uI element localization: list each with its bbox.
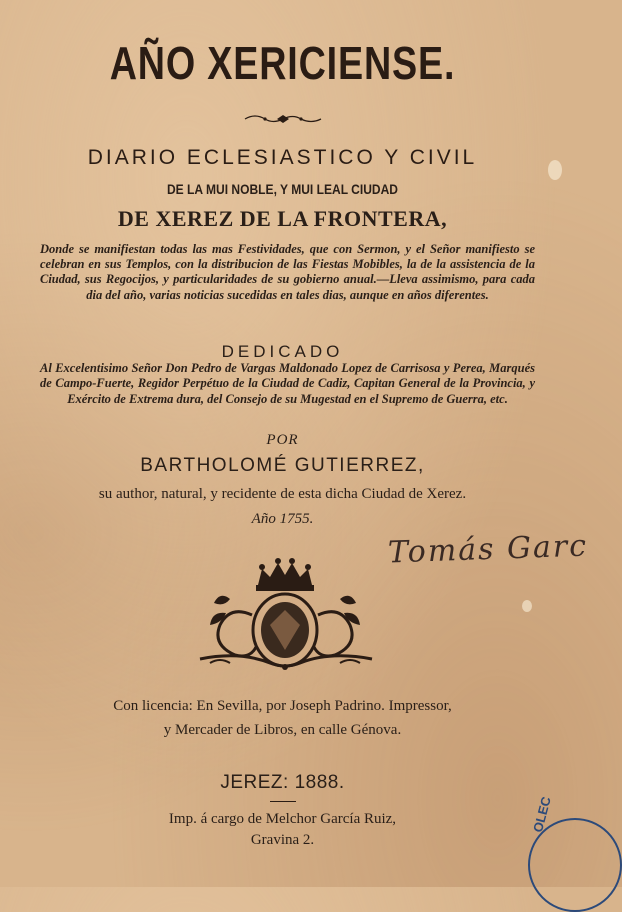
divider-rule [270, 801, 296, 802]
handwritten-signature: Tomás Garc [387, 528, 589, 571]
city-name: DE XEREZ DE LA FRONTERA, [117, 206, 448, 231]
ornament-flourish-icon [0, 112, 565, 131]
original-year: Año 1755. [251, 511, 314, 527]
dedication-paragraph: Al Excelentisimo Señor Don Pedro de Vargas Maldonado Lopez de Carrisosa y Perea, Marqués de Campo-Fuerte, Regidor Perpétuo de la Ciudad de Cadiz, Capitan General de la Provincia, y Exército de Extrema dura, del Consejo de su Mugestad en el Supremo de Guerra, etc. [40, 361, 535, 406]
printer-line-2: Gravina 2. [250, 832, 315, 848]
publication-place-year: JEREZ: 1888. [220, 772, 345, 793]
noble-city-line: DE LA MUI NOBLE, Y MUI LEAL CIUDAD [166, 181, 398, 197]
author-name: BARTHOLOMÉ GUTIERREZ, [140, 455, 425, 476]
subtitle: DIARIO ECLESIASTICO Y CIVIL [87, 146, 478, 169]
book-title: AÑO XERICIENSE. [109, 37, 456, 89]
license-line-2: y Mercader de Libros, en calle Génova. [163, 722, 402, 738]
stamp-text: OLEC [530, 795, 554, 834]
por-label: POR [266, 432, 299, 448]
license-line-1: Con licencia: En Sevilla, por Joseph Padrino. Impressor, [113, 698, 452, 714]
paper-spot [522, 600, 532, 612]
author-description: su author, natural, y recidente de esta dicha Ciudad de Xerez. [98, 486, 467, 502]
crowned-coat-of-arms-icon [190, 555, 380, 680]
dedicado-heading: DEDICADO [221, 342, 344, 361]
printer-line-1: Imp. á cargo de Melchor García Ruiz, [168, 811, 397, 827]
description-paragraph: Donde se manifiestan todas las mas Festividades, que con Sermon, y el Señor manifiesto se celebran en sus Templos, con la distribucion de las Fiestas Mobibles, la de la assistencia de la Ciudad, sus Regocijos, y particularidades de su gobierno anual.—Lleva assimismo, para cada dia del año, varias noticias sucedidas en tales dias, aunque en años diferentes. [40, 242, 535, 302]
